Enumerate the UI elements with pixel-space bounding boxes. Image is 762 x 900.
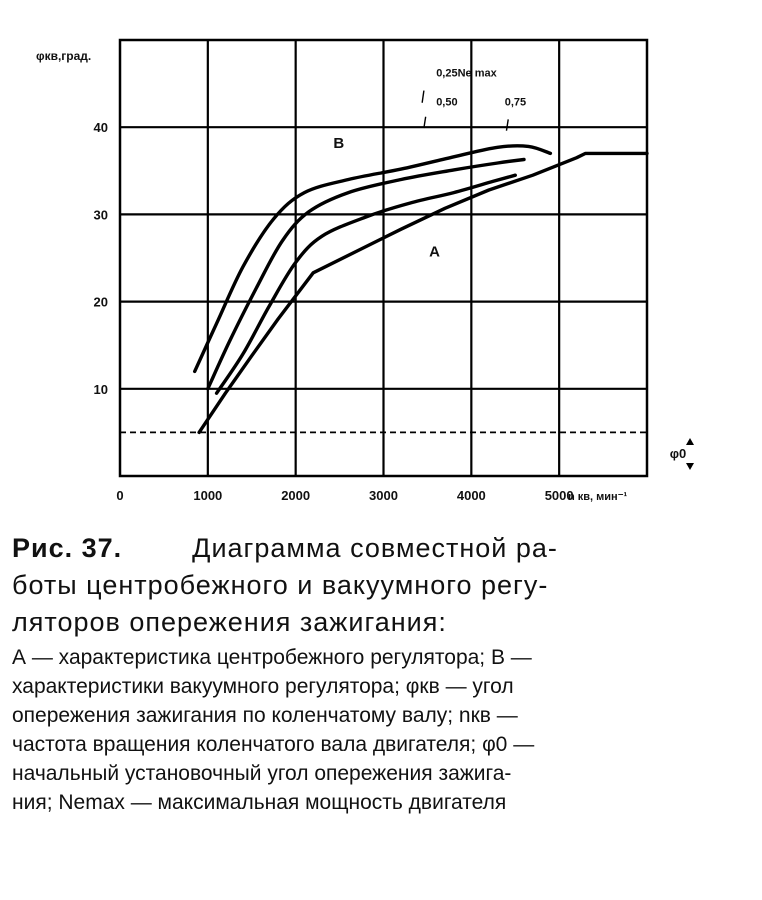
caption-legend	[12, 643, 752, 817]
series-label-2: 0,50	[436, 96, 458, 109]
phi0-up-arrow	[686, 438, 694, 445]
caption-body-line: характеристики вакуумного регулятора; φкв — угол	[12, 675, 514, 698]
x-tick-label: 1000	[193, 488, 223, 503]
caption-body-line: А — характеристика центробежного регулятора; В —	[12, 646, 532, 669]
x-axis-label: n кв, мин⁻¹	[568, 491, 628, 503]
caption-title	[12, 530, 752, 567]
caption-body-line: начальный установочный угол опережения зажига-	[12, 762, 512, 785]
caption-body-line: опережения зажигания по коленчатому валу; nкв —	[12, 704, 518, 727]
x-tick-label: 5000	[544, 488, 574, 503]
caption-title-line-3: ляторов опережения зажигания:	[12, 607, 447, 637]
caption-title-line-2: боты центробежного и вакуумного регу-	[12, 570, 549, 600]
y-tick-label: 20	[93, 294, 108, 310]
series-line-4	[199, 153, 647, 432]
series-label-1: 0,25Ne max	[436, 67, 497, 80]
x-tick-label: 2000	[281, 488, 311, 503]
leader-mark	[422, 91, 424, 103]
series-label-3: 0,75	[504, 96, 527, 109]
y-tick-label: 30	[93, 207, 108, 223]
curve-label-a: A	[429, 243, 441, 261]
figure-caption	[12, 530, 752, 817]
x-tick-label: 0	[116, 488, 124, 503]
figure-number: Рис. 37.	[12, 533, 123, 563]
y-axis-label: φкв,град.	[36, 49, 92, 63]
caption-body-line: частота вращения коленчатого вала двигателя; φ0 —	[12, 733, 535, 756]
phi0-down-arrow	[686, 463, 694, 470]
x-tick-label: 4000	[456, 488, 486, 503]
y-tick-label: 10	[93, 381, 108, 397]
x-tick-label: 3000	[369, 488, 398, 503]
leader-mark	[506, 119, 508, 130]
curve-label-b: B	[333, 135, 345, 153]
caption-title-line-1: Диаграмма совместной ра-	[192, 533, 558, 563]
caption-body-line: ния; Nemax — максимальная мощность двигателя	[12, 791, 507, 814]
phi0-label: φ0	[669, 446, 687, 461]
y-tick-label: 40	[93, 120, 108, 136]
